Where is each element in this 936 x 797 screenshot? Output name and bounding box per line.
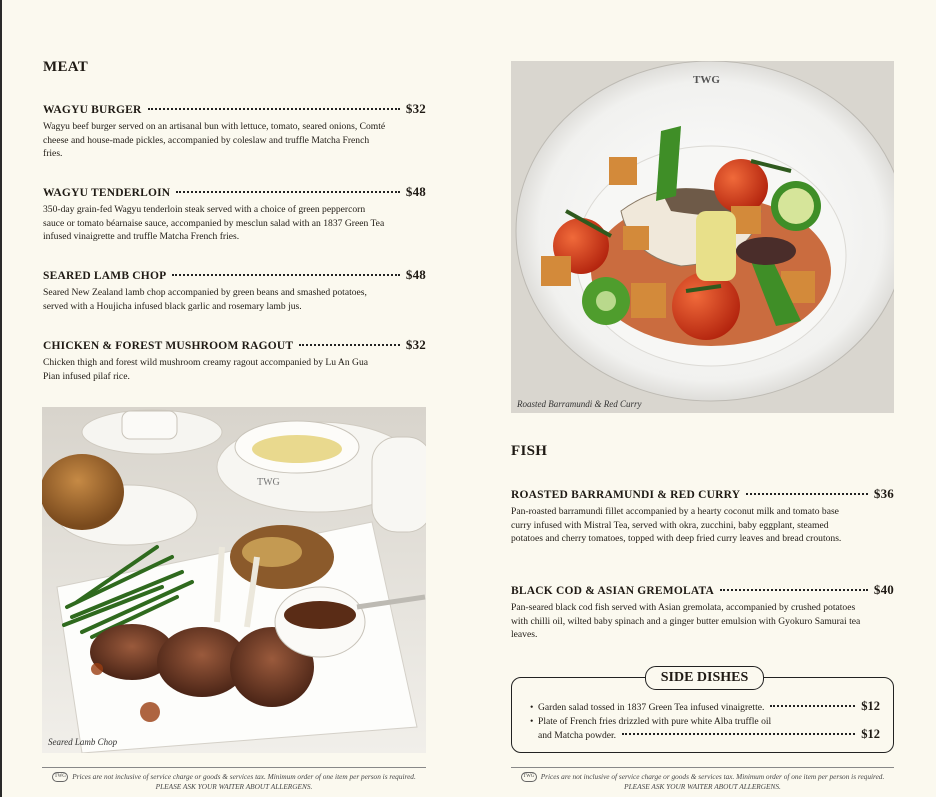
item-name: SEARED LAMB CHOP [43, 270, 167, 282]
dot-leader [176, 191, 400, 193]
side-dish-french-fries-line1 [530, 715, 880, 728]
menu-item-seared-lamb-chop [43, 267, 426, 313]
footer-right [511, 767, 894, 791]
menu-item-wagyu-burger [43, 101, 426, 161]
footer-notice: Prices are not inclusive of service charge or goods & services tax. Minimum order of one item per person is required. [72, 772, 416, 781]
side-dishes-title: SIDE DISHES [645, 666, 764, 690]
footer-rule [511, 767, 894, 768]
item-price: $40 [873, 582, 894, 597]
item-price: $36 [873, 486, 894, 501]
dot-leader [148, 108, 400, 110]
item-name: WAGYU TENDERLOIN [43, 187, 171, 199]
item-name: ROASTED BARRAMUNDI & RED CURRY [511, 489, 741, 501]
barramundi-caption: Roasted Barramundi & Red Curry [517, 399, 642, 409]
item-name: BLACK COD & ASIAN GREMOLATA [511, 585, 715, 597]
item-price: $48 [405, 267, 426, 282]
side-dish-garden-salad [530, 700, 880, 714]
side-dish-text: Plate of French fries drizzled with pure white Alba truffle oil [538, 716, 772, 727]
bullet: • [530, 716, 534, 727]
footer-notice: Prices are not inclusive of service charge or goods & services tax. Minimum order of one item per person is required. [540, 772, 885, 781]
meat-section-title: MEAT [43, 59, 89, 75]
item-description: Chicken thigh and forest wild mushroom creamy ragout accompanied by Lu An Gua Pian infused pilaf rice. [43, 357, 369, 382]
item-price: $32 [405, 337, 426, 352]
footer-left [42, 767, 426, 791]
bullet: • [530, 702, 534, 713]
item-name: CHICKEN & FOREST MUSHROOM RAGOUT [43, 340, 294, 352]
menu-item-black-cod [511, 582, 894, 642]
lamb-chop-photo [42, 407, 426, 753]
item-description: Pan-seared black cod fish served with Asian gremolata, accompanied by crushed potatoes with chilli oil, wilted baby spinach and a ginger butter emulsion with Gyokuro Samurai tea leaves. [511, 602, 861, 640]
barramundi-photo [511, 61, 894, 413]
item-price: $32 [405, 101, 426, 116]
dot-leader [622, 733, 855, 735]
menu-item-roasted-barramundi [511, 486, 894, 546]
item-description: Pan-roasted barramundi fillet accompanied by a hearty coconut milk and tomato base curry infused with Mistral Tea, served with okra, zucchini, baby eggplant, steamed potatoes and cherry tomatoes, topped with deep fried curry leaves and bread croutons. [511, 506, 842, 544]
side-dish-price: $12 [861, 699, 880, 713]
footer-allergens: PLEASE ASK YOUR WAITER ABOUT ALLERGENS. [624, 782, 781, 792]
twg-logo-icon: TWG [52, 772, 68, 782]
plate-logo: TWG [693, 74, 720, 86]
menu-item-wagyu-tenderloin [43, 184, 426, 244]
dot-leader [746, 493, 868, 495]
item-description: 350-day grain-fed Wagyu tenderloin steak served with a choice of green peppercorn sauce or tomato béarnaise sauce, accompanied by mesclun salad with an 1837 Green Tea infused vinaigrette and truffle Matcha French fries. [43, 204, 385, 242]
dot-leader [299, 344, 400, 346]
fish-section-title: FISH [511, 443, 548, 459]
dot-leader [770, 705, 855, 707]
barramundi-illustration [511, 61, 894, 413]
menu-item-chicken-mushroom-ragout [43, 337, 426, 383]
item-price: $48 [405, 184, 426, 199]
lamb-chop-illustration [42, 407, 426, 753]
page-edge [0, 0, 2, 797]
side-dish-price: $12 [861, 727, 880, 741]
side-dish-text: and Matcha powder. [538, 730, 617, 741]
footer-rule [42, 767, 426, 768]
dot-leader [720, 589, 868, 591]
cup-logo: TWG [257, 477, 280, 488]
dot-leader [172, 274, 400, 276]
item-name: WAGYU BURGER [43, 104, 142, 116]
lamb-chop-caption: Seared Lamb Chop [48, 737, 118, 747]
side-dish-french-fries-line2 [538, 728, 880, 742]
side-dish-text: Garden salad tossed in 1837 Green Tea infused vinaigrette. [538, 702, 765, 713]
twg-logo-icon: TWG [521, 772, 537, 782]
item-description: Seared New Zealand lamb chop accompanied by green beans and smashed potatoes, served with a Houjicha infused black garlic and rosemary lamb jus. [43, 287, 367, 312]
footer-allergens: PLEASE ASK YOUR WAITER ABOUT ALLERGENS. [155, 782, 313, 792]
item-description: Wagyu beef burger served on an artisanal bun with lettuce, tomato, seared onions, Comté cheese and house-made pickles, accompanied by coleslaw and truffle Matcha French fries. [43, 121, 386, 159]
